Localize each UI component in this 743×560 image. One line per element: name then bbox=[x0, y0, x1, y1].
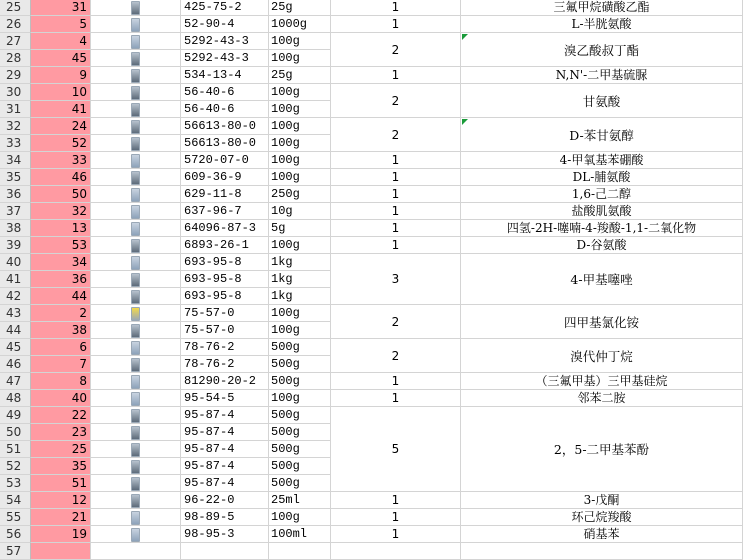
product-thumbnail-icon bbox=[131, 511, 140, 525]
cell-index[interactable]: 46 bbox=[31, 169, 91, 186]
row-header[interactable]: 57 bbox=[0, 543, 31, 560]
cell-thumbnail[interactable] bbox=[91, 254, 181, 271]
product-thumbnail-icon bbox=[131, 137, 140, 151]
cell-thumbnail[interactable] bbox=[91, 67, 181, 84]
cell-count[interactable]: 1 bbox=[331, 237, 461, 254]
product-thumbnail-icon bbox=[131, 188, 140, 202]
product-thumbnail-icon bbox=[131, 443, 140, 457]
row-header[interactable]: 29 bbox=[0, 67, 31, 84]
row-header[interactable]: 28 bbox=[0, 50, 31, 67]
cell-thumbnail[interactable] bbox=[91, 458, 181, 475]
cell-cas[interactable]: 75-57-0 bbox=[181, 322, 269, 339]
cell-thumbnail[interactable] bbox=[91, 118, 181, 135]
cell-amount[interactable]: 250g bbox=[269, 186, 331, 203]
cell-thumbnail[interactable] bbox=[91, 373, 181, 390]
cell-amount[interactable]: 100g bbox=[269, 169, 331, 186]
cell-name[interactable]: （三氟甲基）三甲基硅烷 bbox=[461, 373, 743, 390]
cell-index[interactable]: 40 bbox=[31, 390, 91, 407]
cell-cas[interactable]: 693-95-8 bbox=[181, 288, 269, 305]
cell-cas[interactable]: 98-89-5 bbox=[181, 509, 269, 526]
cell-amount[interactable]: 10g bbox=[269, 203, 331, 220]
merged-count-cell[interactable]: 2 bbox=[331, 118, 461, 152]
row-header[interactable]: 25 bbox=[0, 0, 31, 16]
cell-index[interactable]: 45 bbox=[31, 50, 91, 67]
table-row bbox=[0, 67, 743, 84]
product-thumbnail-icon bbox=[131, 460, 140, 474]
cell-amount[interactable]: 100g bbox=[269, 322, 331, 339]
row-header[interactable]: 42 bbox=[0, 288, 31, 305]
table-row bbox=[0, 543, 743, 560]
cell-name[interactable]: L-半胱氨酸 bbox=[461, 16, 743, 33]
product-thumbnail-icon bbox=[131, 239, 140, 253]
cell-name[interactable]: 环己烷羧酸 bbox=[461, 509, 743, 526]
product-thumbnail-icon bbox=[131, 18, 140, 32]
cell-name[interactable]: 3-戊酮 bbox=[461, 492, 743, 509]
table-row bbox=[0, 390, 743, 407]
cell-amount[interactable]: 100g bbox=[269, 135, 331, 152]
cell-thumbnail[interactable] bbox=[91, 424, 181, 441]
cell-thumbnail[interactable] bbox=[91, 135, 181, 152]
cell-index[interactable]: 9 bbox=[31, 67, 91, 84]
cell-thumbnail[interactable] bbox=[91, 152, 181, 169]
cell-name[interactable]: 盐酸肌氨酸 bbox=[461, 203, 743, 220]
cell-thumbnail[interactable] bbox=[91, 475, 181, 492]
cell-count[interactable]: 1 bbox=[331, 390, 461, 407]
cell-thumbnail[interactable] bbox=[91, 271, 181, 288]
cell-cas[interactable]: 95-87-4 bbox=[181, 407, 269, 424]
row-header[interactable]: 49 bbox=[0, 407, 31, 424]
cell-index[interactable]: 41 bbox=[31, 101, 91, 118]
cell-count[interactable]: 1 bbox=[331, 152, 461, 169]
cell-count[interactable]: 1 bbox=[331, 169, 461, 186]
merged-count-cell[interactable]: 5 bbox=[331, 407, 461, 492]
cell-cas[interactable]: 609-36-9 bbox=[181, 169, 269, 186]
cell-cas[interactable]: 637-96-7 bbox=[181, 203, 269, 220]
table-row bbox=[0, 220, 743, 237]
row-header[interactable]: 30 bbox=[0, 84, 31, 101]
cell-index[interactable]: 44 bbox=[31, 288, 91, 305]
cell-name[interactable]: 硝基苯 bbox=[461, 526, 743, 543]
cell-amount[interactable]: 500g bbox=[269, 441, 331, 458]
cell-amount[interactable]: 1kg bbox=[269, 254, 331, 271]
cell-name[interactable]: 1,6-己二醇 bbox=[461, 186, 743, 203]
row-header[interactable]: 27 bbox=[0, 33, 31, 50]
cell-index[interactable]: 24 bbox=[31, 118, 91, 135]
cell-thumbnail[interactable] bbox=[91, 526, 181, 543]
row-header[interactable]: 55 bbox=[0, 509, 31, 526]
cell-index[interactable]: 13 bbox=[31, 220, 91, 237]
cell-amount[interactable]: 1kg bbox=[269, 288, 331, 305]
cell-amount[interactable]: 25g bbox=[269, 67, 331, 84]
merged-count-cell[interactable]: 2 bbox=[331, 305, 461, 339]
merged-name-cell[interactable]: 溴乙酸叔丁酯 bbox=[461, 33, 743, 67]
cell-index[interactable]: 25 bbox=[31, 441, 91, 458]
cell-cas[interactable]: 629-11-8 bbox=[181, 186, 269, 203]
table-row bbox=[0, 152, 743, 169]
table-row bbox=[0, 16, 743, 33]
product-thumbnail-icon bbox=[131, 52, 140, 66]
product-thumbnail-icon bbox=[131, 341, 140, 355]
cell-index[interactable]: 10 bbox=[31, 84, 91, 101]
row-header[interactable]: 46 bbox=[0, 356, 31, 373]
merged-name-cell[interactable]: 2，5-二甲基苯酚 bbox=[461, 407, 743, 492]
cell-amount[interactable]: 500g bbox=[269, 373, 331, 390]
table-row bbox=[0, 492, 743, 509]
cell-amount[interactable]: 100g bbox=[269, 101, 331, 118]
cell-thumbnail[interactable] bbox=[91, 169, 181, 186]
row-header[interactable]: 45 bbox=[0, 339, 31, 356]
cell-name[interactable]: D-谷氨酸 bbox=[461, 237, 743, 254]
cell-thumbnail[interactable] bbox=[91, 50, 181, 67]
cell-cas[interactable] bbox=[181, 543, 269, 560]
merged-name-cell[interactable]: D-苯甘氨醇 bbox=[461, 118, 743, 152]
table-row bbox=[0, 526, 743, 543]
product-thumbnail-icon bbox=[131, 307, 140, 321]
product-thumbnail-icon bbox=[131, 103, 140, 117]
product-thumbnail-icon bbox=[131, 69, 140, 83]
cell-cas[interactable]: 98-95-3 bbox=[181, 526, 269, 543]
cell-count[interactable]: 1 bbox=[331, 203, 461, 220]
cell-name[interactable] bbox=[461, 543, 743, 560]
cell-amount[interactable]: 100g bbox=[269, 237, 331, 254]
row-header[interactable]: 44 bbox=[0, 322, 31, 339]
row-header[interactable]: 41 bbox=[0, 271, 31, 288]
row-header[interactable]: 51 bbox=[0, 441, 31, 458]
cell-name[interactable]: 四氢-2H-噻喃-4-羧酸-1,1-二氧化物 bbox=[461, 220, 743, 237]
product-thumbnail-icon bbox=[131, 171, 140, 185]
cell-thumbnail[interactable] bbox=[91, 305, 181, 322]
cell-index[interactable]: 33 bbox=[31, 152, 91, 169]
comment-marker-icon bbox=[462, 34, 468, 40]
product-thumbnail-icon bbox=[131, 86, 140, 100]
cell-thumbnail[interactable] bbox=[91, 441, 181, 458]
cell-cas[interactable]: 78-76-2 bbox=[181, 356, 269, 373]
cell-thumbnail[interactable] bbox=[91, 543, 181, 560]
cell-cas[interactable]: 64096-87-3 bbox=[181, 220, 269, 237]
cell-count[interactable] bbox=[331, 543, 461, 560]
cell-index[interactable]: 53 bbox=[31, 237, 91, 254]
cell-thumbnail[interactable] bbox=[91, 203, 181, 220]
table-row bbox=[0, 203, 743, 220]
cell-index[interactable]: 6 bbox=[31, 339, 91, 356]
row-header[interactable]: 52 bbox=[0, 458, 31, 475]
cell-index[interactable]: 5 bbox=[31, 16, 91, 33]
cell-cas[interactable]: 56-40-6 bbox=[181, 84, 269, 101]
row-header[interactable]: 53 bbox=[0, 475, 31, 492]
cell-cas[interactable]: 693-95-8 bbox=[181, 271, 269, 288]
cell-cas[interactable]: 95-54-5 bbox=[181, 390, 269, 407]
cell-amount[interactable]: 500g bbox=[269, 339, 331, 356]
cell-count[interactable]: 1 bbox=[331, 186, 461, 203]
row-header[interactable]: 43 bbox=[0, 305, 31, 322]
cell-amount[interactable]: 100g bbox=[269, 509, 331, 526]
cell-amount[interactable]: 100g bbox=[269, 390, 331, 407]
row-header[interactable]: 36 bbox=[0, 186, 31, 203]
merged-name-cell[interactable]: 甘氨酸 bbox=[461, 84, 743, 118]
cell-cas[interactable]: 95-87-4 bbox=[181, 475, 269, 492]
cell-index[interactable]: 35 bbox=[31, 458, 91, 475]
product-thumbnail-icon bbox=[131, 375, 140, 389]
merged-count-cell[interactable]: 2 bbox=[331, 339, 461, 373]
table-row bbox=[0, 509, 743, 526]
cell-cas[interactable]: 78-76-2 bbox=[181, 339, 269, 356]
cell-thumbnail[interactable] bbox=[91, 220, 181, 237]
merged-name-cell[interactable]: 四甲基氯化铵 bbox=[461, 305, 743, 339]
cell-cas[interactable]: 693-95-8 bbox=[181, 254, 269, 271]
cell-thumbnail[interactable] bbox=[91, 33, 181, 50]
cell-cas[interactable]: 5292-43-3 bbox=[181, 33, 269, 50]
cell-cas[interactable]: 56613-80-0 bbox=[181, 118, 269, 135]
cell-index[interactable]: 4 bbox=[31, 33, 91, 50]
cell-amount[interactable]: 25g bbox=[269, 0, 331, 16]
cell-index[interactable]: 34 bbox=[31, 254, 91, 271]
cell-thumbnail[interactable] bbox=[91, 186, 181, 203]
cell-amount[interactable]: 100ml bbox=[269, 526, 331, 543]
cell-amount[interactable]: 1000g bbox=[269, 16, 331, 33]
product-thumbnail-icon bbox=[131, 1, 140, 15]
cell-cas[interactable]: 534-13-4 bbox=[181, 67, 269, 84]
row-header[interactable]: 31 bbox=[0, 101, 31, 118]
merged-count-cell[interactable]: 2 bbox=[331, 84, 461, 118]
cell-name[interactable]: 三氟甲烷磺酸乙酯 bbox=[461, 0, 743, 16]
product-thumbnail-icon bbox=[131, 154, 140, 168]
comment-marker-icon bbox=[462, 119, 468, 125]
cell-thumbnail[interactable] bbox=[91, 509, 181, 526]
cell-name[interactable]: N,N'-二甲基硫脲 bbox=[461, 67, 743, 84]
cell-thumbnail[interactable] bbox=[91, 16, 181, 33]
cell-thumbnail[interactable] bbox=[91, 84, 181, 101]
cell-thumbnail[interactable] bbox=[91, 390, 181, 407]
cell-cas[interactable]: 96-22-0 bbox=[181, 492, 269, 509]
cell-amount[interactable]: 5g bbox=[269, 220, 331, 237]
row-header[interactable]: 48 bbox=[0, 390, 31, 407]
cell-count[interactable]: 1 bbox=[331, 67, 461, 84]
row-header[interactable]: 33 bbox=[0, 135, 31, 152]
cell-count[interactable]: 1 bbox=[331, 526, 461, 543]
cell-cas[interactable]: 75-57-0 bbox=[181, 305, 269, 322]
product-thumbnail-icon bbox=[131, 290, 140, 304]
cell-index[interactable]: 23 bbox=[31, 424, 91, 441]
cell-amount[interactable]: 500g bbox=[269, 458, 331, 475]
product-thumbnail-icon bbox=[131, 35, 140, 49]
cell-thumbnail[interactable] bbox=[91, 407, 181, 424]
cell-cas[interactable]: 56-40-6 bbox=[181, 101, 269, 118]
table-row bbox=[0, 186, 743, 203]
cell-name[interactable]: 4-甲氧基苯硼酸 bbox=[461, 152, 743, 169]
row-header[interactable]: 26 bbox=[0, 16, 31, 33]
row-header[interactable]: 34 bbox=[0, 152, 31, 169]
row-header[interactable]: 54 bbox=[0, 492, 31, 509]
cell-thumbnail[interactable] bbox=[91, 288, 181, 305]
cell-index[interactable]: 12 bbox=[31, 492, 91, 509]
cell-count[interactable]: 1 bbox=[331, 0, 461, 16]
table-row bbox=[0, 0, 743, 16]
merged-name-cell[interactable]: 溴代仲丁烷 bbox=[461, 339, 743, 373]
cell-amount[interactable]: 100g bbox=[269, 305, 331, 322]
cell-amount[interactable]: 500g bbox=[269, 356, 331, 373]
row-header[interactable]: 56 bbox=[0, 526, 31, 543]
cell-index[interactable]: 31 bbox=[31, 0, 91, 16]
row-header[interactable]: 38 bbox=[0, 220, 31, 237]
product-thumbnail-icon bbox=[131, 222, 140, 236]
cell-index[interactable]: 2 bbox=[31, 305, 91, 322]
cell-index[interactable]: 21 bbox=[31, 509, 91, 526]
cell-amount[interactable]: 100g bbox=[269, 152, 331, 169]
cell-index[interactable]: 32 bbox=[31, 203, 91, 220]
table-row bbox=[0, 237, 743, 254]
row-header[interactable]: 47 bbox=[0, 373, 31, 390]
cell-cas[interactable]: 95-87-4 bbox=[181, 458, 269, 475]
cell-index[interactable] bbox=[31, 543, 91, 560]
cell-count[interactable]: 1 bbox=[331, 373, 461, 390]
cell-count[interactable]: 1 bbox=[331, 509, 461, 526]
cell-amount[interactable]: 1kg bbox=[269, 271, 331, 288]
cell-cas[interactable]: 81290-20-2 bbox=[181, 373, 269, 390]
product-thumbnail-icon bbox=[131, 358, 140, 372]
merged-count-cell[interactable]: 3 bbox=[331, 254, 461, 305]
cell-count[interactable]: 1 bbox=[331, 220, 461, 237]
cell-cas[interactable]: 5720-07-0 bbox=[181, 152, 269, 169]
row-header[interactable]: 39 bbox=[0, 237, 31, 254]
cell-index[interactable]: 38 bbox=[31, 322, 91, 339]
cell-cas[interactable]: 6893-26-1 bbox=[181, 237, 269, 254]
cell-thumbnail[interactable] bbox=[91, 339, 181, 356]
cell-amount[interactable]: 500g bbox=[269, 475, 331, 492]
product-thumbnail-icon bbox=[131, 205, 140, 219]
product-thumbnail-icon bbox=[131, 409, 140, 423]
cell-cas[interactable]: 56613-80-0 bbox=[181, 135, 269, 152]
row-header[interactable]: 37 bbox=[0, 203, 31, 220]
product-thumbnail-icon bbox=[131, 324, 140, 338]
cell-name[interactable]: DL-脯氨酸 bbox=[461, 169, 743, 186]
cell-thumbnail[interactable] bbox=[91, 237, 181, 254]
product-thumbnail-icon bbox=[131, 273, 140, 287]
cell-count[interactable]: 1 bbox=[331, 492, 461, 509]
cell-thumbnail[interactable] bbox=[91, 322, 181, 339]
cell-index[interactable]: 19 bbox=[31, 526, 91, 543]
cell-name[interactable]: 邻苯二胺 bbox=[461, 390, 743, 407]
cell-index[interactable]: 51 bbox=[31, 475, 91, 492]
row-header[interactable]: 35 bbox=[0, 169, 31, 186]
cell-index[interactable]: 22 bbox=[31, 407, 91, 424]
product-thumbnail-icon bbox=[131, 256, 140, 270]
product-thumbnail-icon bbox=[131, 120, 140, 134]
product-thumbnail-icon bbox=[131, 477, 140, 491]
cell-cas[interactable]: 52-90-4 bbox=[181, 16, 269, 33]
product-thumbnail-icon bbox=[131, 426, 140, 440]
cell-count[interactable]: 1 bbox=[331, 16, 461, 33]
product-thumbnail-icon bbox=[131, 528, 140, 542]
cell-thumbnail[interactable] bbox=[91, 101, 181, 118]
row-header[interactable]: 32 bbox=[0, 118, 31, 135]
cell-thumbnail[interactable] bbox=[91, 492, 181, 509]
product-thumbnail-icon bbox=[131, 494, 140, 508]
cell-thumbnail[interactable] bbox=[91, 0, 181, 16]
cell-index[interactable]: 7 bbox=[31, 356, 91, 373]
cell-amount[interactable]: 25ml bbox=[269, 492, 331, 509]
cell-amount[interactable]: 500g bbox=[269, 424, 331, 441]
cell-cas[interactable]: 95-87-4 bbox=[181, 441, 269, 458]
cell-thumbnail[interactable] bbox=[91, 356, 181, 373]
cell-cas[interactable]: 95-87-4 bbox=[181, 424, 269, 441]
cell-index[interactable]: 36 bbox=[31, 271, 91, 288]
merged-count-cell[interactable]: 2 bbox=[331, 33, 461, 67]
cell-cas[interactable]: 5292-43-3 bbox=[181, 50, 269, 67]
cell-amount[interactable]: 100g bbox=[269, 118, 331, 135]
row-header[interactable]: 50 bbox=[0, 424, 31, 441]
cell-index[interactable]: 52 bbox=[31, 135, 91, 152]
cell-amount[interactable]: 100g bbox=[269, 50, 331, 67]
cell-index[interactable]: 8 bbox=[31, 373, 91, 390]
merged-name-cell[interactable]: 4-甲基噻唑 bbox=[461, 254, 743, 305]
cell-amount[interactable]: 100g bbox=[269, 33, 331, 50]
cell-amount[interactable]: 100g bbox=[269, 84, 331, 101]
table-row bbox=[0, 373, 743, 390]
row-header[interactable]: 40 bbox=[0, 254, 31, 271]
cell-index[interactable]: 50 bbox=[31, 186, 91, 203]
product-thumbnail-icon bbox=[131, 392, 140, 406]
cell-cas[interactable]: 425-75-2 bbox=[181, 0, 269, 16]
cell-amount[interactable]: 500g bbox=[269, 407, 331, 424]
cell-amount[interactable] bbox=[269, 543, 331, 560]
table-row bbox=[0, 169, 743, 186]
